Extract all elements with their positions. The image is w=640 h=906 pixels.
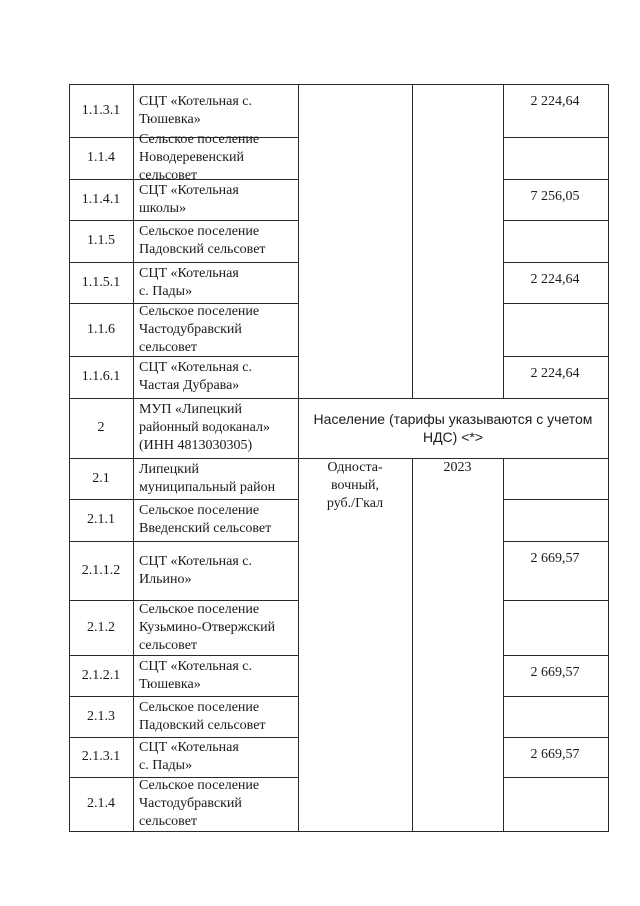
row-name-line: Новодеревенский <box>139 150 245 165</box>
row-name <box>139 739 299 775</box>
tariff-value: 2 669,57 <box>530 551 580 566</box>
row-name <box>139 502 299 538</box>
row-divider <box>503 499 609 500</box>
row-divider <box>503 655 609 656</box>
row-name <box>139 131 299 185</box>
column-divider <box>503 84 504 398</box>
row-number: 1.1.4 <box>87 150 115 165</box>
tariff-value: 7 256,05 <box>530 189 580 204</box>
unit-label-line: вочный, <box>330 478 380 493</box>
row-name-line: СЦТ «Котельная <box>139 266 239 281</box>
row-name-line: Сельское поселение <box>139 224 260 239</box>
row-number: 2.1.3 <box>87 709 115 724</box>
row-name-line: Частая Дубрава» <box>139 378 240 393</box>
row-name-line: Кузьмино-Отвержский <box>139 620 276 635</box>
tariff-value: 2 669,57 <box>530 665 580 680</box>
row-name-line: сельсовет <box>139 168 198 183</box>
row-name-line: с. Пады» <box>139 758 193 773</box>
tariff-value: 2 224,64 <box>530 94 580 109</box>
row-name-line: Частодубравский <box>139 322 242 337</box>
row-name-line: Падовский сельсовет <box>139 718 266 733</box>
row-divider <box>503 696 609 697</box>
row-name-line: сельсовет <box>139 638 198 653</box>
row-number: 1.1.4.1 <box>81 192 121 207</box>
row-divider <box>503 303 609 304</box>
row-number: 2.1.1.2 <box>81 563 121 578</box>
category-banner-line: Население (тарифы указываются с учетом <box>313 411 593 427</box>
row-number: 1.1.5.1 <box>81 275 121 290</box>
unit-label-line: руб./Гкал <box>326 496 384 511</box>
row-name-line: (ИНН 4813030305) <box>139 438 253 453</box>
row-name-line: Частодубравский <box>139 796 242 811</box>
table-border <box>69 831 609 832</box>
row-divider <box>69 655 298 656</box>
row-name <box>139 658 299 694</box>
row-name-line: Сельское поселение <box>139 132 260 147</box>
row-divider <box>69 696 298 697</box>
row-name <box>139 553 299 589</box>
row-number: 2.1.1 <box>87 512 115 527</box>
row-divider <box>503 220 609 221</box>
row-number: 2.1.3.1 <box>81 749 121 764</box>
row-number: 2.1.4 <box>87 796 115 811</box>
banner-divider <box>298 398 609 399</box>
row-name <box>139 699 299 735</box>
row-name-line: Тюшевка» <box>139 112 201 127</box>
row-name <box>139 223 299 259</box>
row-name <box>139 401 299 455</box>
row-number: 1.1.3.1 <box>81 103 121 118</box>
row-divider <box>69 398 298 399</box>
column-divider <box>503 458 504 832</box>
row-divider <box>69 220 298 221</box>
tariff-value: 2 224,64 <box>530 272 580 287</box>
period-year: 2023 <box>443 460 472 475</box>
tariff-value: 2 224,64 <box>530 366 580 381</box>
row-name-line: Сельское поселение <box>139 304 260 319</box>
row-name-line: СЦТ «Котельная с. <box>139 554 253 569</box>
category-banner <box>298 410 608 446</box>
row-name <box>139 303 299 357</box>
row-name-line: Введенский сельсовет <box>139 521 272 536</box>
row-name-line: Сельское поселение <box>139 602 260 617</box>
row-name <box>139 182 299 218</box>
tariff-value: 2 669,57 <box>530 747 580 762</box>
row-name-line: Сельское поселение <box>139 503 260 518</box>
column-divider <box>412 84 413 398</box>
row-number: 2.1 <box>92 471 110 486</box>
row-number: 2.1.2.1 <box>81 668 121 683</box>
row-name-line: Сельское поселение <box>139 778 260 793</box>
row-name-line: СЦТ «Котельная <box>139 183 239 198</box>
row-number: 1.1.6 <box>87 322 115 337</box>
column-divider <box>133 84 134 832</box>
unit-label <box>298 459 412 513</box>
row-divider <box>69 262 298 263</box>
row-name <box>139 359 299 395</box>
row-name <box>139 265 299 301</box>
row-divider <box>503 356 609 357</box>
column-divider <box>412 458 413 832</box>
table-border <box>608 84 609 832</box>
row-divider <box>503 262 609 263</box>
row-name-line: СЦТ «Котельная с. <box>139 360 253 375</box>
row-name-line: с. Пады» <box>139 284 193 299</box>
row-name-line: Ильино» <box>139 572 192 587</box>
row-divider <box>503 137 609 138</box>
row-name-line: муниципальный район <box>139 480 276 495</box>
row-name-line: сельсовет <box>139 814 198 829</box>
row-divider <box>503 600 609 601</box>
row-name-line: районный водоканал» <box>139 420 270 435</box>
row-divider <box>69 458 298 459</box>
row-name <box>139 601 299 655</box>
row-name-line: Тюшевка» <box>139 677 201 692</box>
row-number: 1.1.6.1 <box>81 369 121 384</box>
row-name-line: СЦТ «Котельная с. <box>139 659 253 674</box>
row-name <box>139 461 299 497</box>
row-divider <box>503 541 609 542</box>
row-name <box>139 777 299 831</box>
row-name-line: школы» <box>139 201 187 216</box>
row-divider <box>503 737 609 738</box>
row-number: 2 <box>97 420 105 435</box>
row-name-line: Сельское поселение <box>139 700 260 715</box>
row-name <box>139 93 299 129</box>
table-border <box>69 84 609 85</box>
unit-label-line: Односта- <box>327 460 383 475</box>
row-name-line: сельсовет <box>139 340 198 355</box>
row-number: 1.1.5 <box>87 233 115 248</box>
row-name-line: МУП «Липецкий <box>139 402 242 417</box>
row-name-line: Падовский сельсовет <box>139 242 266 257</box>
row-divider <box>503 777 609 778</box>
row-divider <box>503 179 609 180</box>
row-number: 2.1.2 <box>87 620 115 635</box>
row-divider <box>69 499 298 500</box>
row-divider <box>69 541 298 542</box>
category-banner-line: НДС) <*> <box>422 429 484 445</box>
row-divider <box>69 737 298 738</box>
row-name-line: СЦТ «Котельная с. <box>139 94 253 109</box>
row-name-line: Липецкий <box>139 462 199 477</box>
row-name-line: СЦТ «Котельная <box>139 740 239 755</box>
